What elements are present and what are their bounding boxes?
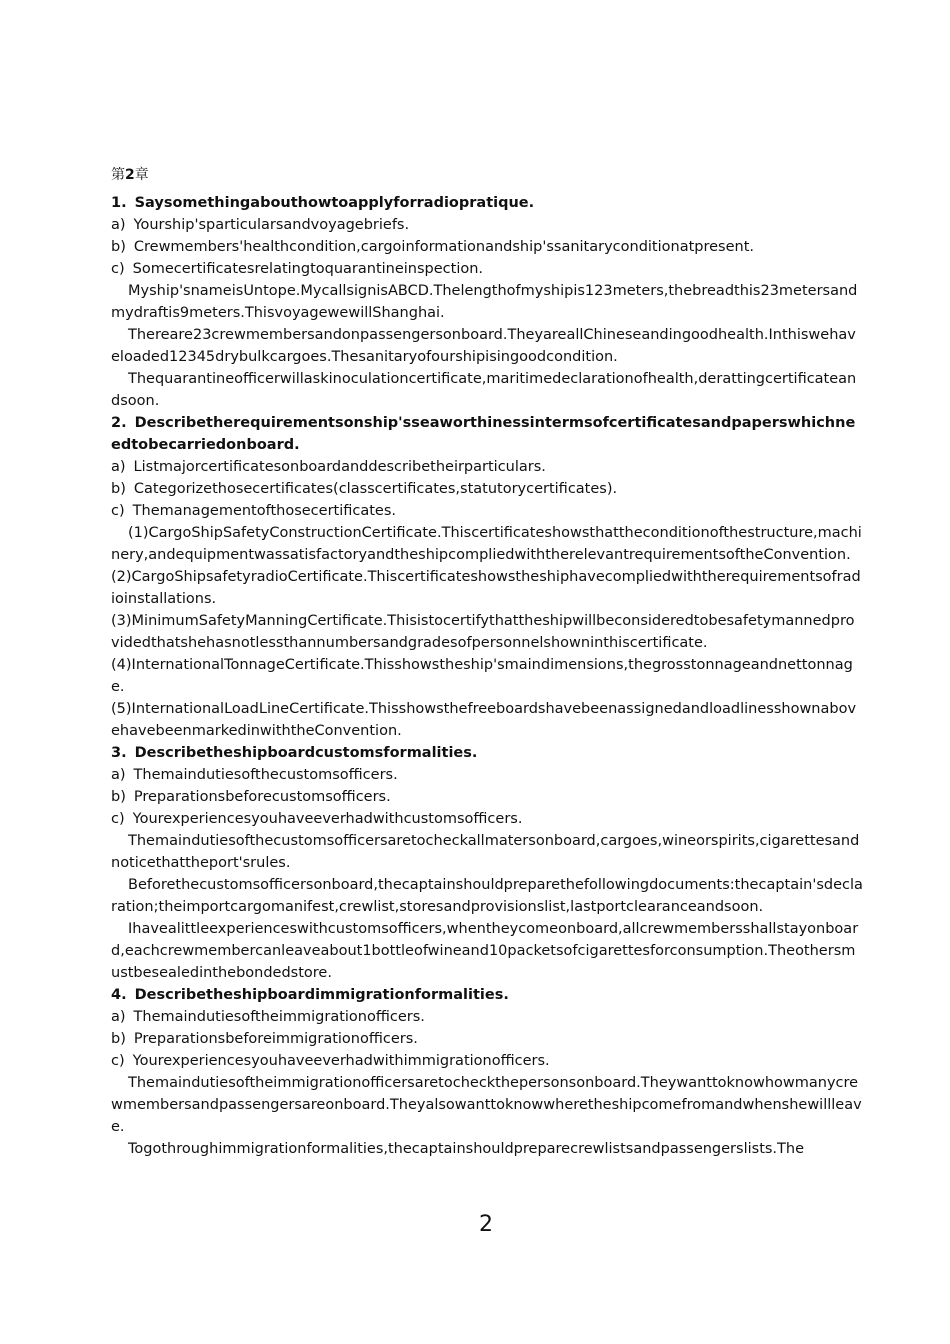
sub-question-text: Yourship'sparticularsandvoyagebriefs. <box>133 217 410 233</box>
question-heading <box>111 192 863 214</box>
sub-question-label: c) <box>111 261 125 277</box>
chapter-suffix: 章 <box>134 167 149 183</box>
document-body <box>111 164 863 1160</box>
question-title: Describetheshipboardimmigrationformalities. <box>134 987 509 1003</box>
question-number: 2. <box>111 415 127 431</box>
question-title: Describetheshipboardcustomsformalities. <box>134 745 478 761</box>
answer-paragraph: (5)InternationalLoadLineCertificate.ThisshowsthefreeboardshavebeenassignedandloadlinesshownabovehavebeenmarkedinwiththeConvention. <box>111 701 857 739</box>
sub-question-text: Preparationsbeforeimmigrationofficers. <box>133 1031 418 1047</box>
sub-question <box>111 1050 863 1072</box>
sub-question <box>111 500 863 522</box>
sub-question-text: Somecertificatesrelatingtoquarantineinspection. <box>132 261 484 277</box>
answer-paragraph: Themaindutiesofthecustomsofficersaretocheckallmatersonboard,cargoes,wineorspirits,cigarettesandnoticethattheport'srules. <box>111 833 860 871</box>
sub-question-label: a) <box>111 767 126 783</box>
answer-paragraph: Togothroughimmigrationformalities,thecaptainshouldpreparecrewlistsandpassengerslists.The <box>128 1141 805 1157</box>
sub-question <box>111 1028 863 1050</box>
answer-paragraph: (1)CargoShipSafetyConstructionCertificate.Thiscertificateshowsthattheconditionofthestructure,machinery,andequipmentwassatisfactoryandtheshipcompliedwiththerelevantrequirementsoftheConvention. <box>111 525 862 563</box>
sub-question-label: a) <box>111 1009 126 1025</box>
answer-paragraph: Myship'snameisUntope.MycallsignisABCD.Thelengthofmyshipis123meters,thebreadthis23metersandmydraftis9meters.ThisvoyagewewillShanghai. <box>111 283 858 321</box>
question-number: 1. <box>111 195 127 211</box>
sub-question-text: Categorizethosecertificates(classcertificates,statutorycertificates). <box>133 481 618 497</box>
sub-question-label: c) <box>111 503 125 519</box>
answer-paragraph: Ihavealittleexperienceswithcustomsofficers,whentheycomeonboard,allcrewmembersshallstayonboard,eachcrewmembercanleaveabout1bottleofwineand10packetsofcigarettesforconsumption.Theothersmustbesealedinthebondedstore. <box>111 921 859 981</box>
sub-question-text: Themanagementofthosecertificates. <box>132 503 397 519</box>
answer-paragraph: Beforethecustomsofficersonboard,thecaptainshouldpreparethefollowingdocuments:thecaptain'sdeclaration;theimportcargomanifest,crewlist,storesandprovisionslist,lastportclearanceandsoon. <box>111 877 863 915</box>
answer-paragraph: (3)MinimumSafetyManningCertificate.Thisistocertifythattheshipwillbeconsideredtobesafetymannedprovidedthatshehasnotlessthannumbersandgradesofpersonnelshowninthiscertificate. <box>111 613 855 651</box>
question-heading <box>111 984 863 1006</box>
sub-question <box>111 764 863 786</box>
sub-question-text: Listmajorcertificatesonboardanddescribetheirparticulars. <box>133 459 546 475</box>
sub-question-text: Themaindutiesofthecustomsofficers. <box>133 767 398 783</box>
answer-paragraph: Thereare23crewmembersandonpassengersonboard.TheyareallChineseandingoodhealth.Inthiswehaveloaded12345drybulkcargoes.Thesanitaryofourshipisingoodcondition. <box>111 327 856 365</box>
question-title: Saysomethingabouthowtoapplyforradiopratique. <box>134 195 535 211</box>
sections-container <box>111 192 863 1160</box>
sub-question-text: Themaindutiesoftheimmigrationofficers. <box>133 1009 425 1025</box>
sub-question-label: a) <box>111 459 126 475</box>
chapter-prefix: 第 <box>111 167 125 183</box>
sub-question-label: b) <box>111 1031 126 1047</box>
sub-question <box>111 808 863 830</box>
chapter-heading <box>111 164 863 186</box>
page-number: 2 <box>479 1212 493 1237</box>
sub-question <box>111 786 863 808</box>
question-number: 3. <box>111 745 127 761</box>
sub-question-label: a) <box>111 217 126 233</box>
answer-paragraph: (2)CargoShipsafetyradioCertificate.Thiscertificateshowstheshiphavecompliedwiththerequirementsofradioinstallations. <box>111 569 861 607</box>
sub-question-label: b) <box>111 789 126 805</box>
sub-question-text: Preparationsbeforecustomsofficers. <box>133 789 391 805</box>
sub-question <box>111 478 863 500</box>
sub-question-label: b) <box>111 481 126 497</box>
sub-question <box>111 236 863 258</box>
answer-paragraph: Themaindutiesoftheimmigrationofficersaretocheckthepersonsonboard.Theywanttoknowhowmanycrewmembersandpassengersareonboard.Theyalsowanttoknowwheretheshipcomefromandwhenshewillleave. <box>111 1075 862 1135</box>
sub-question-text: Crewmembers'healthcondition,cargoinformationandship'ssanitaryconditionatpresent. <box>133 239 755 255</box>
answer-paragraph: (4)InternationalTonnageCertificate.Thisshowstheship'smaindimensions,thegrosstonnageandnettonnage. <box>111 657 853 695</box>
sub-question-label: c) <box>111 811 125 827</box>
question-title: Describetherequirementsonship'sseaworthinessintermsofcertificatesandpaperswhichneedtobecarriedonboard. <box>111 415 856 453</box>
sub-question-text: Yourexperiencesyouhaveeverhadwithimmigrationofficers. <box>132 1053 550 1069</box>
sub-question-label: b) <box>111 239 126 255</box>
chapter-number: 2 <box>125 167 135 183</box>
sub-question <box>111 214 863 236</box>
answer-paragraph: Thequarantineofficerwillaskinoculationcertificate,maritimedeclarationofhealth,derattingcertificateandsoon. <box>111 371 857 409</box>
sub-question-text: Yourexperiencesyouhaveeverhadwithcustomsofficers. <box>132 811 523 827</box>
question-heading <box>111 742 863 764</box>
question-number: 4. <box>111 987 127 1003</box>
question-heading <box>111 412 863 456</box>
sub-question-label: c) <box>111 1053 125 1069</box>
sub-question <box>111 258 863 280</box>
sub-question <box>111 1006 863 1028</box>
sub-question <box>111 456 863 478</box>
